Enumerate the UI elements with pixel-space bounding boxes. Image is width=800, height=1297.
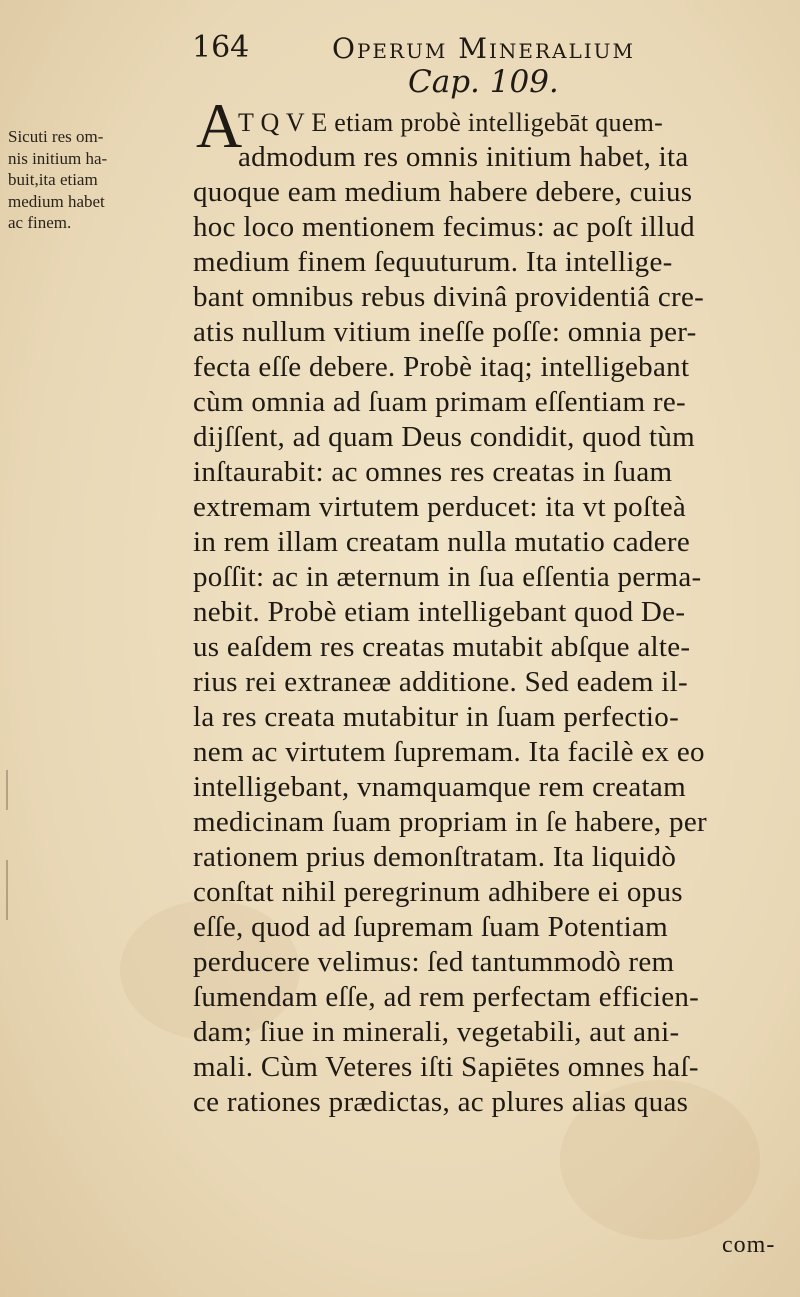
body-line: fecta eſſe debere. Probè itaq; intelligebant [193,351,690,383]
marginal-note-line: nis initium ha- [8,148,108,168]
body-line: perducere velimus: ſed tantummodò rem [193,946,675,978]
body-line: atis nullum vitium ineſſe poſſe: omnia per- [193,316,697,348]
running-title: Operum Mineralium [332,32,635,65]
marginal-note [8,126,178,234]
drop-initial: A [196,90,243,161]
body-line: poſſit: ac in æternum in ſua eſſentia perma- [193,561,702,593]
body-line: dam; ſiue in minerali, vegetabili, aut ani- [193,1016,680,1048]
body-line: eſſe, quod ad ſupremam ſuam Potentiam [193,911,668,943]
marginal-note-line: Sicuti res om- [8,127,104,146]
body-line: ce rationes prædictas, ac plures alias quas [193,1086,689,1118]
marginal-note-line: ac finem. [8,213,72,232]
body-line: rius rei extraneæ additione. Sed eadem il- [193,666,688,698]
body-text [193,105,783,1120]
marginal-note-line: buit,ita etiam [8,170,98,189]
body-line: intelligebant, vnamquamque rem creatam [193,771,686,803]
body-line: extremam virtutem perducet: ita vt poſteà [193,491,687,523]
body-line: rationem prius demonſtratam. Ita liquidò [193,841,677,873]
body-line: inſtaurabit: ac omnes res creatas in ſuam [193,456,673,488]
catchword: com- [722,1232,776,1258]
page-number: 164 [192,30,250,65]
body-line: nem ac virtutem ſupremam. Ita facilè ex eo [193,736,705,768]
body-line: nebit. Probè etiam intelligebant quod De- [193,596,686,628]
body-line: T Q V E etiam probè intelligebāt quem- [238,108,664,137]
body-line: conſtat nihil peregrinum adhibere ei opus [193,876,683,908]
body-line: dijſſent, ad quam Deus condidit, quod tùm [193,421,696,453]
body-line: medicinam ſuam propriam in ſe habere, per [193,806,707,838]
gutter-mark [6,770,8,810]
body-line: cùm omnia ad ſuam primam eſſentiam re- [193,386,686,418]
body-line: ſumendam eſſe, ad rem perfectam efficien- [193,981,700,1013]
body-line: in rem illam creatam nulla mutatio cadere [193,526,691,558]
body-line: medium finem ſequuturum. Ita intellige- [193,246,673,278]
body-line: quoque eam medium habere debere, cuius [193,176,693,208]
body-line: us eaſdem res creatas mutabit abſque alte- [193,631,691,663]
body-line: admodum res omnis initium habet, ita [238,141,689,173]
running-head [0,30,800,70]
chapter-heading: Cap. 109. [408,64,559,100]
body-line: la res creata mutabitur in ſuam perfectio- [193,701,680,733]
marginal-note-line: medium habet [8,191,105,211]
body-line: bant omnibus rebus divinâ providentiâ cre- [193,281,705,313]
gutter-mark [6,860,8,920]
body-line: hoc loco mentionem fecimus: ac poſt illud [193,211,695,243]
body-line: mali. Cùm Veteres iſti Sapiētes omnes haſ- [193,1051,699,1083]
